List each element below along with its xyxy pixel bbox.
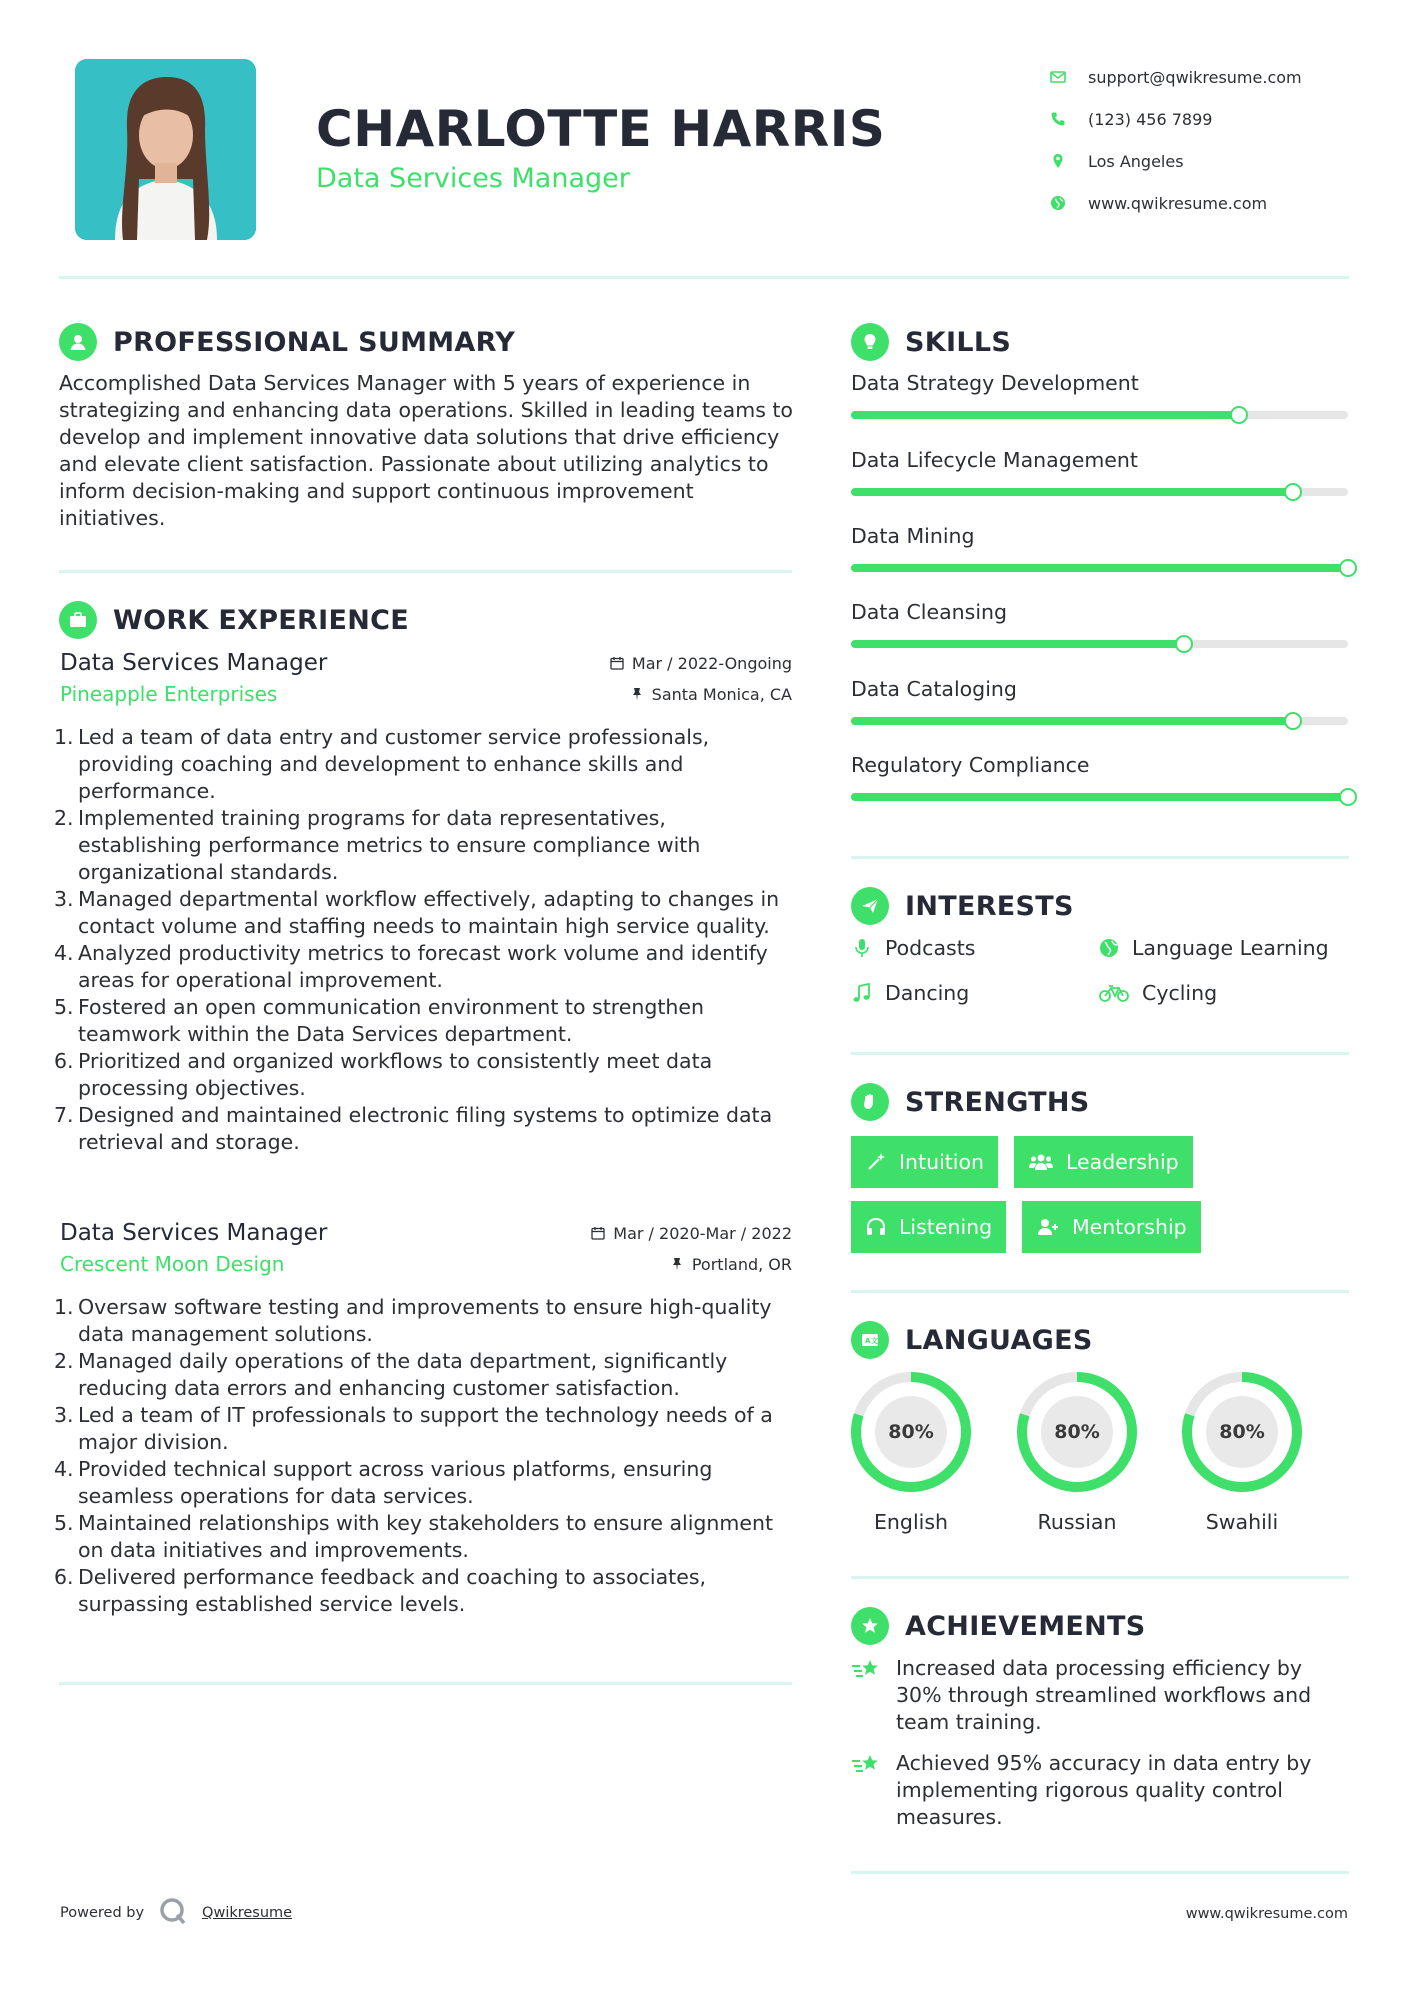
language-percent: 80% <box>1054 1421 1100 1443</box>
contact-location-text: Los Angeles <box>1088 151 1184 171</box>
achievement-item <box>851 1655 1348 1736</box>
skill-knob <box>1339 788 1357 806</box>
languages-title: LANGUAGES <box>905 1324 1093 1356</box>
strength-label: Mentorship <box>1072 1215 1187 1239</box>
list-item: 6. Delivered performance feedback and coaching to associates, surpassing established service levels. <box>54 1565 707 1616</box>
list-item: 6. Prioritized and organized workflows to consistently meet data processing objectives. <box>54 1049 713 1100</box>
contact-phone[interactable] <box>1050 98 1350 140</box>
avatar <box>75 59 256 240</box>
language-item <box>1015 1370 1139 1534</box>
achievements-title: ACHIEVEMENTS <box>905 1610 1146 1642</box>
language-percent: 80% <box>1219 1421 1265 1443</box>
job-location <box>630 685 792 704</box>
header-divider <box>59 276 1349 279</box>
skill-label: Regulatory Compliance <box>851 753 1090 777</box>
users-icon <box>1028 1151 1054 1173</box>
summary-divider <box>59 570 792 573</box>
strength-label: Listening <box>899 1215 993 1239</box>
job-title: Data Services Manager <box>60 1220 328 1246</box>
headphones-icon <box>865 1216 887 1238</box>
skill-label: Data Strategy Development <box>851 371 1139 395</box>
footer-website[interactable]: www.qwikresume.com <box>1185 1906 1348 1922</box>
skill-label: Data Cleansing <box>851 600 1008 624</box>
skill-knob <box>1175 635 1193 653</box>
skill-fill <box>851 488 1293 496</box>
skill-fill <box>851 564 1348 572</box>
skill-bar <box>851 488 1348 496</box>
strength-chip <box>1014 1136 1193 1188</box>
interests-title: INTERESTS <box>905 890 1074 922</box>
skill-bar <box>851 411 1348 419</box>
skill-item <box>851 448 1348 472</box>
achievements-heading <box>851 1607 1146 1645</box>
map-pin-icon <box>1050 153 1088 169</box>
job-location-text: Portland, OR <box>691 1254 792 1274</box>
skill-fill <box>851 640 1184 648</box>
qwikresume-logo-icon <box>158 1896 188 1930</box>
list-item: 1. Oversaw software testing and improvements to ensure high-quality data management solutions. <box>54 1295 772 1346</box>
shooting-star-icon <box>851 1750 896 1831</box>
interest-item <box>1098 981 1217 1005</box>
interest-item <box>1098 936 1329 960</box>
list-item: 5. Fostered an open communication environment to strengthen teamwork within the Data Services department. <box>54 995 704 1046</box>
interest-item <box>851 936 975 960</box>
strengths-title: STRENGTHS <box>905 1086 1090 1118</box>
bicycle-icon <box>1098 982 1130 1004</box>
language-card-icon <box>851 1321 889 1359</box>
skill-fill <box>851 411 1239 419</box>
skill-label: Data Lifecycle Management <box>851 448 1138 472</box>
interests-divider <box>851 1052 1349 1055</box>
skill-knob <box>1339 559 1357 577</box>
brand-link[interactable]: Qwikresume <box>202 1905 293 1921</box>
job-date <box>591 1224 792 1243</box>
skill-fill <box>851 793 1348 801</box>
powered-by-text: Powered by <box>60 1905 145 1921</box>
envelope-icon <box>1050 69 1088 85</box>
job-responsibilities <box>54 724 792 1156</box>
skill-item <box>851 677 1348 701</box>
work-divider <box>59 1682 792 1685</box>
skill-knob <box>1230 406 1248 424</box>
interest-label: Podcasts <box>885 936 976 960</box>
language-name: Russian <box>1037 1510 1117 1534</box>
globe-icon <box>1098 937 1120 959</box>
briefcase-icon <box>59 601 97 639</box>
strengths-heading <box>851 1083 1090 1121</box>
skill-label: Data Cataloging <box>851 677 1017 701</box>
lightbulb-icon <box>851 323 889 361</box>
summary-text: Accomplished Data Services Manager with 5 years of experience in strategizing and enhancing data operations. Skilled in leading teams to develop and implement innovative data solutions that drive efficiency and elevate client satisfaction. Passionate about utilizing analytics to inform decision-making and support continuous improvement initiatives. <box>59 371 793 530</box>
skill-bar <box>851 793 1348 801</box>
skill-knob <box>1284 712 1302 730</box>
microphone-icon <box>851 937 873 959</box>
contact-email[interactable] <box>1050 56 1350 98</box>
skills-heading <box>851 323 1011 361</box>
strengths-divider <box>851 1290 1349 1293</box>
contact-website[interactable] <box>1050 182 1350 224</box>
skill-bar <box>851 564 1348 572</box>
candidate-name: CHARLOTTE HARRIS <box>316 100 886 158</box>
interests-heading <box>851 887 1074 925</box>
calendar-icon <box>591 1226 605 1240</box>
list-item: 7. Designed and maintained electronic filing systems to optimize data retrieval and storage. <box>54 1103 773 1154</box>
job-entry <box>54 1220 792 1618</box>
list-item: 3. Led a team of IT professionals to support the technology needs of a major division. <box>54 1403 773 1454</box>
contact-website-text: www.qwikresume.com <box>1088 193 1268 213</box>
summary-title: PROFESSIONAL SUMMARY <box>113 326 516 358</box>
skill-label: Data Mining <box>851 524 975 548</box>
strength-chip <box>851 1201 1006 1253</box>
calendar-icon <box>610 656 624 670</box>
job-title: Data Services Manager <box>60 650 328 676</box>
list-item: 4. Provided technical support across various platforms, ensuring seamless operations for data services. <box>54 1457 713 1508</box>
svg-text:A: A <box>865 1337 871 1345</box>
svg-text:文: 文 <box>871 1337 878 1345</box>
achievements-divider <box>851 1871 1349 1874</box>
candidate-title: Data Services Manager <box>316 163 630 194</box>
job-date <box>610 654 792 673</box>
strength-chip <box>851 1136 998 1188</box>
contact-email-text: support@qwikresume.com <box>1088 67 1302 87</box>
pin-icon <box>670 1257 684 1271</box>
interest-item <box>851 981 969 1005</box>
paper-plane-icon <box>851 887 889 925</box>
pin-icon <box>630 687 644 701</box>
job-location-text: Santa Monica, CA <box>651 684 792 704</box>
summary-heading <box>59 323 515 361</box>
list-item: 2. Implemented training programs for data representatives, establishing performance metrics to ensure compliance with organizational standards. <box>54 806 701 884</box>
magic-wand-icon <box>865 1151 887 1173</box>
fist-icon <box>851 1083 889 1121</box>
skill-item <box>851 753 1348 777</box>
skill-bar <box>851 717 1348 725</box>
user-icon <box>59 323 97 361</box>
strength-label: Leadership <box>1066 1150 1179 1174</box>
language-item <box>1180 1370 1304 1534</box>
shooting-star-icon <box>851 1655 896 1736</box>
list-item: 2. Managed daily operations of the data department, significantly reducing data errors and enhancing customer satisfaction. <box>54 1349 728 1400</box>
language-item <box>849 1370 973 1534</box>
languages-heading <box>851 1321 1093 1359</box>
skill-fill <box>851 717 1293 725</box>
job-location <box>670 1255 792 1274</box>
skill-bar <box>851 640 1348 648</box>
list-item: 5. Maintained relationships with key stakeholders to ensure alignment on data initiatives and improvements. <box>54 1511 774 1562</box>
contact-list <box>1050 56 1350 224</box>
skill-item <box>851 524 1348 548</box>
job-entry <box>54 650 792 1156</box>
user-plus-icon <box>1036 1216 1060 1238</box>
job-company: Crescent Moon Design <box>60 1252 285 1276</box>
list-item: 3. Managed departmental workflow effectively, adapting to changes in contact volume and staffing needs to maintain high service quality. <box>54 887 780 938</box>
achievement-text: Increased data processing efficiency by 30% through streamlined workflows and team training. <box>896 1656 1312 1734</box>
job-date-text: Mar / 2020-Mar / 2022 <box>613 1223 792 1243</box>
music-note-icon <box>851 982 873 1004</box>
work-title: WORK EXPERIENCE <box>113 604 409 636</box>
work-heading <box>59 601 409 639</box>
strength-chip <box>1022 1201 1201 1253</box>
skill-item <box>851 600 1348 624</box>
skills-divider <box>851 856 1349 859</box>
achievement-text: Achieved 95% accuracy in data entry by implementing rigorous quality control measures. <box>896 1751 1312 1829</box>
list-item: 1. Led a team of data entry and customer service professionals, providing coaching and development to enhance skills and performance. <box>54 725 710 803</box>
strength-label: Intuition <box>899 1150 985 1174</box>
languages-divider <box>851 1576 1349 1579</box>
footer-powered-by <box>60 1896 292 1930</box>
skill-item <box>851 371 1348 395</box>
job-company: Pineapple Enterprises <box>60 682 278 706</box>
job-date-text: Mar / 2022-Ongoing <box>631 653 792 673</box>
profile-photo <box>75 59 256 240</box>
phone-icon <box>1050 111 1088 127</box>
globe-icon <box>1050 195 1088 211</box>
job-responsibilities <box>54 1294 792 1618</box>
skill-knob <box>1284 483 1302 501</box>
list-item: 4. Analyzed productivity metrics to forecast work volume and identify areas for operational improvement. <box>54 941 768 992</box>
language-name: Swahili <box>1205 1510 1279 1534</box>
language-percent: 80% <box>888 1421 934 1443</box>
skills-title: SKILLS <box>905 326 1012 358</box>
contact-location <box>1050 140 1350 182</box>
star-badge-icon <box>851 1607 889 1645</box>
achievement-item <box>851 1750 1348 1831</box>
language-name: English <box>873 1510 949 1534</box>
interest-label: Language Learning <box>1132 936 1329 960</box>
interest-label: Cycling <box>1142 981 1218 1005</box>
contact-phone-text: (123) 456 7899 <box>1088 109 1213 129</box>
interest-label: Dancing <box>885 981 970 1005</box>
